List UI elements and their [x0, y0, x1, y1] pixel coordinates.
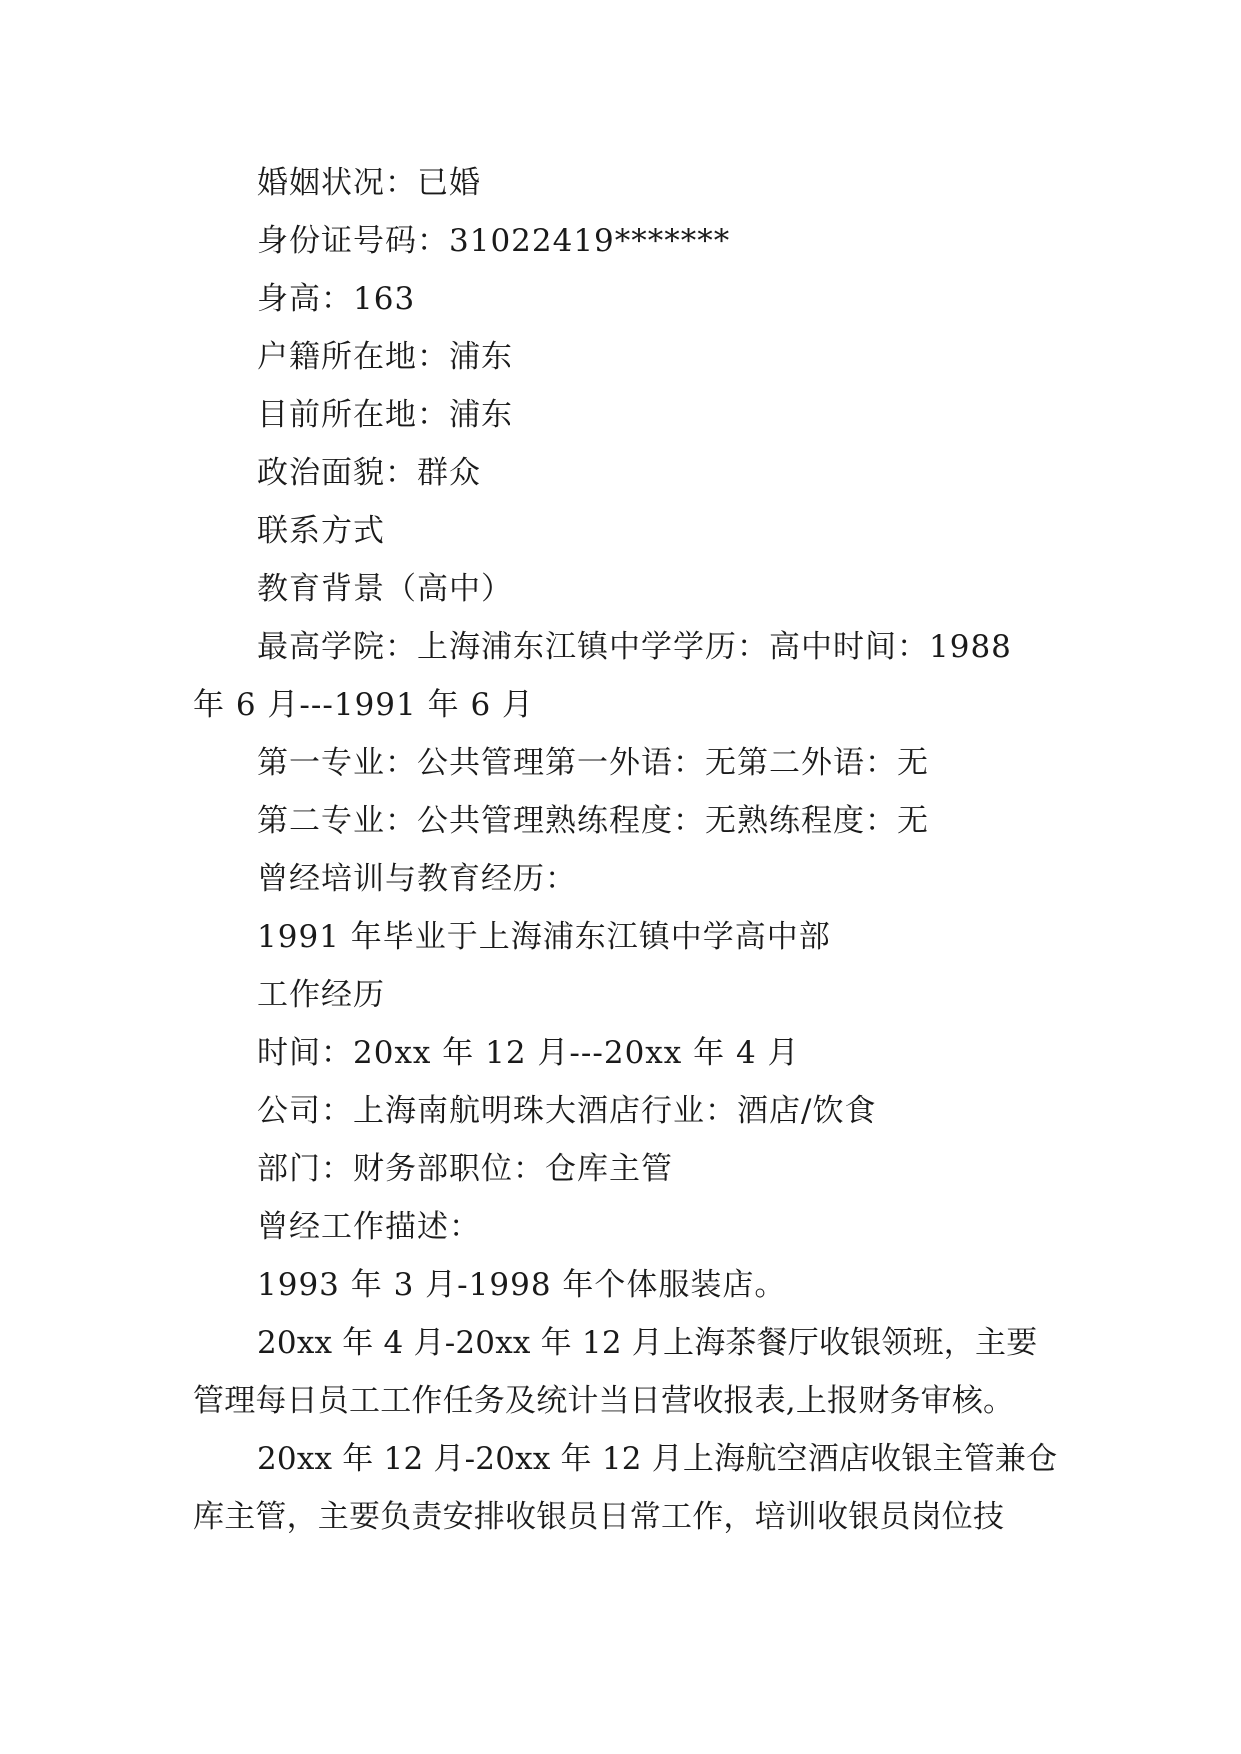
work-description-item-3-line-2: 库主管，主要负责安排收银员日常工作，培训收银员岗位技	[193, 1499, 1005, 1535]
training-heading: 曾经培训与教育经历：	[257, 861, 577, 897]
education-heading: 教育背景（高中）	[257, 571, 513, 607]
education-detail-line-2: 年 6 月---1991 年 6 月	[193, 687, 535, 723]
training-item: 1991 年毕业于上海浦东江镇中学高中部	[257, 919, 831, 955]
id-number-line: 身份证号码：31022419*******	[257, 223, 731, 259]
political-status-line: 政治面貌：群众	[257, 455, 481, 491]
first-major-line: 第一专业：公共管理第一外语：无第二外语：无	[257, 745, 929, 781]
work-time-line: 时间：20xx 年 12 月---20xx 年 4 月	[257, 1035, 800, 1071]
work-description-item-1: 1993 年 3 月-1998 年个体服装店。	[257, 1267, 787, 1303]
marital-status-line: 婚姻状况：已婚	[257, 165, 481, 201]
work-heading: 工作经历	[257, 977, 385, 1013]
work-company-line: 公司：上海南航明珠大酒店行业：酒店/饮食	[257, 1093, 877, 1129]
second-major-line: 第二专业：公共管理熟练程度：无熟练程度：无	[257, 803, 929, 839]
document-body	[193, 154, 1061, 1546]
education-detail-line-1: 最高学院：上海浦东江镇中学学历：高中时间：1988	[257, 629, 1012, 665]
work-description-item-3-line-1: 20xx 年 12 月-20xx 年 12 月上海航空酒店收银主管兼仓	[257, 1441, 1058, 1477]
work-description-item-2-line-1: 20xx 年 4 月-20xx 年 12 月上海茶餐厅收银领班，主要	[257, 1325, 1038, 1361]
work-department-line: 部门：财务部职位：仓库主管	[257, 1151, 673, 1187]
work-description-item-2-line-2: 管理每日员工工作任务及统计当日营收报表,上报财务审核。	[193, 1383, 1015, 1419]
current-location-line: 目前所在地：浦东	[257, 397, 513, 433]
work-description-heading: 曾经工作描述：	[257, 1209, 481, 1245]
height-line: 身高：163	[257, 281, 416, 317]
contact-heading: 联系方式	[257, 513, 385, 549]
household-registration-line: 户籍所在地：浦东	[257, 339, 513, 375]
